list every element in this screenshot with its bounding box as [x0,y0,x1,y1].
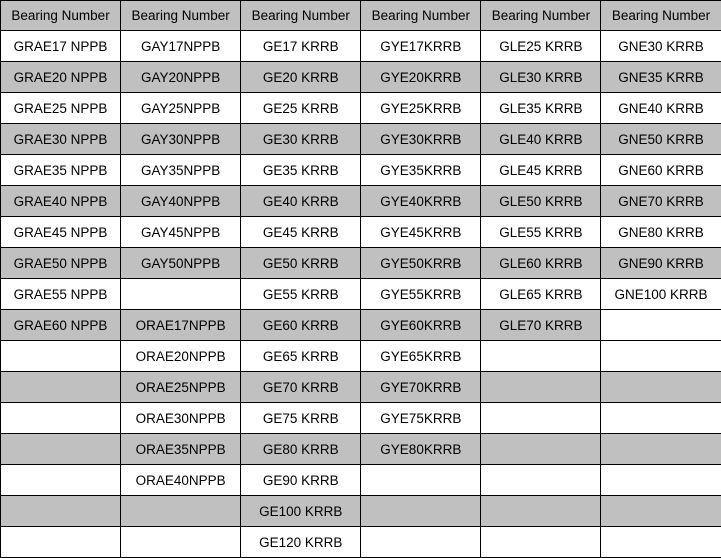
table-cell [601,434,721,465]
table-cell: GYE70KRRB [361,372,481,403]
table-cell: GRAE20 NPPB [1,62,121,93]
table-cell: GYE65KRRB [361,341,481,372]
table-row [1,248,721,279]
table-cell [601,403,721,434]
table-cell [481,434,601,465]
table-cell [1,496,121,527]
table-cell [601,372,721,403]
table-cell: ORAE40NPPB [121,465,241,496]
table-cell: GLE25 KRRB [481,31,601,62]
table-cell: GYE45KRRB [361,217,481,248]
column-header-3: Bearing Number [241,1,361,31]
table-cell: GE45 KRRB [241,217,361,248]
table-row [1,155,721,186]
table-row [1,527,721,558]
table-row [1,465,721,496]
table-cell: GE60 KRRB [241,310,361,341]
table-cell: GRAE45 NPPB [1,217,121,248]
table-cell: GLE55 KRRB [481,217,601,248]
table-cell: GE25 KRRB [241,93,361,124]
table-cell: GAY30NPPB [121,124,241,155]
table-cell: GLE65 KRRB [481,279,601,310]
table-cell: GYE30KRRB [361,124,481,155]
table-cell [601,496,721,527]
table-row [1,186,721,217]
table-row [1,124,721,155]
table-cell: ORAE20NPPB [121,341,241,372]
table-row [1,310,721,341]
column-header-6: Bearing Number [601,1,721,31]
table-cell: GAY17NPPB [121,31,241,62]
table-cell: GLE40 KRRB [481,124,601,155]
column-header-4: Bearing Number [361,1,481,31]
table-cell: GYE17KRRB [361,31,481,62]
table-cell: ORAE17NPPB [121,310,241,341]
table-cell [481,403,601,434]
table-cell: GE40 KRRB [241,186,361,217]
table-cell: GE30 KRRB [241,124,361,155]
table-cell [1,403,121,434]
table-cell [1,341,121,372]
table-cell: GNE30 KRRB [601,31,721,62]
table-cell [601,465,721,496]
table-cell: GRAE35 NPPB [1,155,121,186]
table-cell: GAY50NPPB [121,248,241,279]
table-cell: GRAE17 NPPB [1,31,121,62]
table-row [1,372,721,403]
table-cell [481,465,601,496]
table-cell [481,496,601,527]
table-cell: GE50 KRRB [241,248,361,279]
table-cell [601,527,721,558]
table-cell: GAY20NPPB [121,62,241,93]
table-cell [1,527,121,558]
table-cell: GLE45 KRRB [481,155,601,186]
table-cell: GE80 KRRB [241,434,361,465]
table-cell: GAY40NPPB [121,186,241,217]
column-header-2: Bearing Number [121,1,241,31]
column-header-1: Bearing Number [1,1,121,31]
table-cell [601,341,721,372]
table-cell: GAY25NPPB [121,93,241,124]
table-cell: ORAE30NPPB [121,403,241,434]
table-cell [361,465,481,496]
table-cell: GYE20KRRB [361,62,481,93]
table-cell: GRAE60 NPPB [1,310,121,341]
table-cell [1,434,121,465]
table-header [1,1,721,31]
table-row [1,217,721,248]
table-cell [121,279,241,310]
table-cell: GLE70 KRRB [481,310,601,341]
table-cell: GAY45NPPB [121,217,241,248]
table-cell: GE100 KRRB [241,496,361,527]
table-cell: GE20 KRRB [241,62,361,93]
table-body [1,31,721,558]
table-cell: GYE40KRRB [361,186,481,217]
table-cell: GLE50 KRRB [481,186,601,217]
table-cell [361,527,481,558]
table-cell: GYE75KRRB [361,403,481,434]
table-row [1,496,721,527]
table-cell: GRAE30 NPPB [1,124,121,155]
table-cell [121,496,241,527]
table-cell: GYE25KRRB [361,93,481,124]
table-cell: GNE35 KRRB [601,62,721,93]
table-row [1,403,721,434]
table-cell: ORAE25NPPB [121,372,241,403]
table-cell: GNE90 KRRB [601,248,721,279]
table-cell [601,310,721,341]
table-row [1,31,721,62]
table-cell: GE35 KRRB [241,155,361,186]
table-cell: GNE40 KRRB [601,93,721,124]
column-header-5: Bearing Number [481,1,601,31]
table-cell [121,527,241,558]
table-cell: GYE35KRRB [361,155,481,186]
table-cell: GLE30 KRRB [481,62,601,93]
table-cell: GE65 KRRB [241,341,361,372]
table-cell: GRAE40 NPPB [1,186,121,217]
table-cell [481,341,601,372]
table-cell: GNE60 KRRB [601,155,721,186]
table-row [1,434,721,465]
table-cell: GNE100 KRRB [601,279,721,310]
table-cell: GE90 KRRB [241,465,361,496]
table-cell: GNE70 KRRB [601,186,721,217]
table-cell: GE120 KRRB [241,527,361,558]
table-cell [481,527,601,558]
table-cell: GNE80 KRRB [601,217,721,248]
table-cell [361,496,481,527]
table-cell [1,372,121,403]
table-cell [481,372,601,403]
table-row [1,341,721,372]
table-cell: GRAE25 NPPB [1,93,121,124]
table-cell: GYE60KRRB [361,310,481,341]
table-cell [1,465,121,496]
table-cell: GLE60 KRRB [481,248,601,279]
table-header-row [1,1,721,31]
table-cell: GRAE55 NPPB [1,279,121,310]
table-cell: GNE50 KRRB [601,124,721,155]
table-cell: GAY35NPPB [121,155,241,186]
table-row [1,279,721,310]
table-cell: GE70 KRRB [241,372,361,403]
table-cell: GRAE50 NPPB [1,248,121,279]
table-cell: GYE55KRRB [361,279,481,310]
table-cell: GYE80KRRB [361,434,481,465]
table-cell: GE17 KRRB [241,31,361,62]
table-row [1,93,721,124]
table-cell: GYE50KRRB [361,248,481,279]
table-cell: GE75 KRRB [241,403,361,434]
table-cell: GLE35 KRRB [481,93,601,124]
table-cell: GE55 KRRB [241,279,361,310]
table-row [1,62,721,93]
table-cell: ORAE35NPPB [121,434,241,465]
